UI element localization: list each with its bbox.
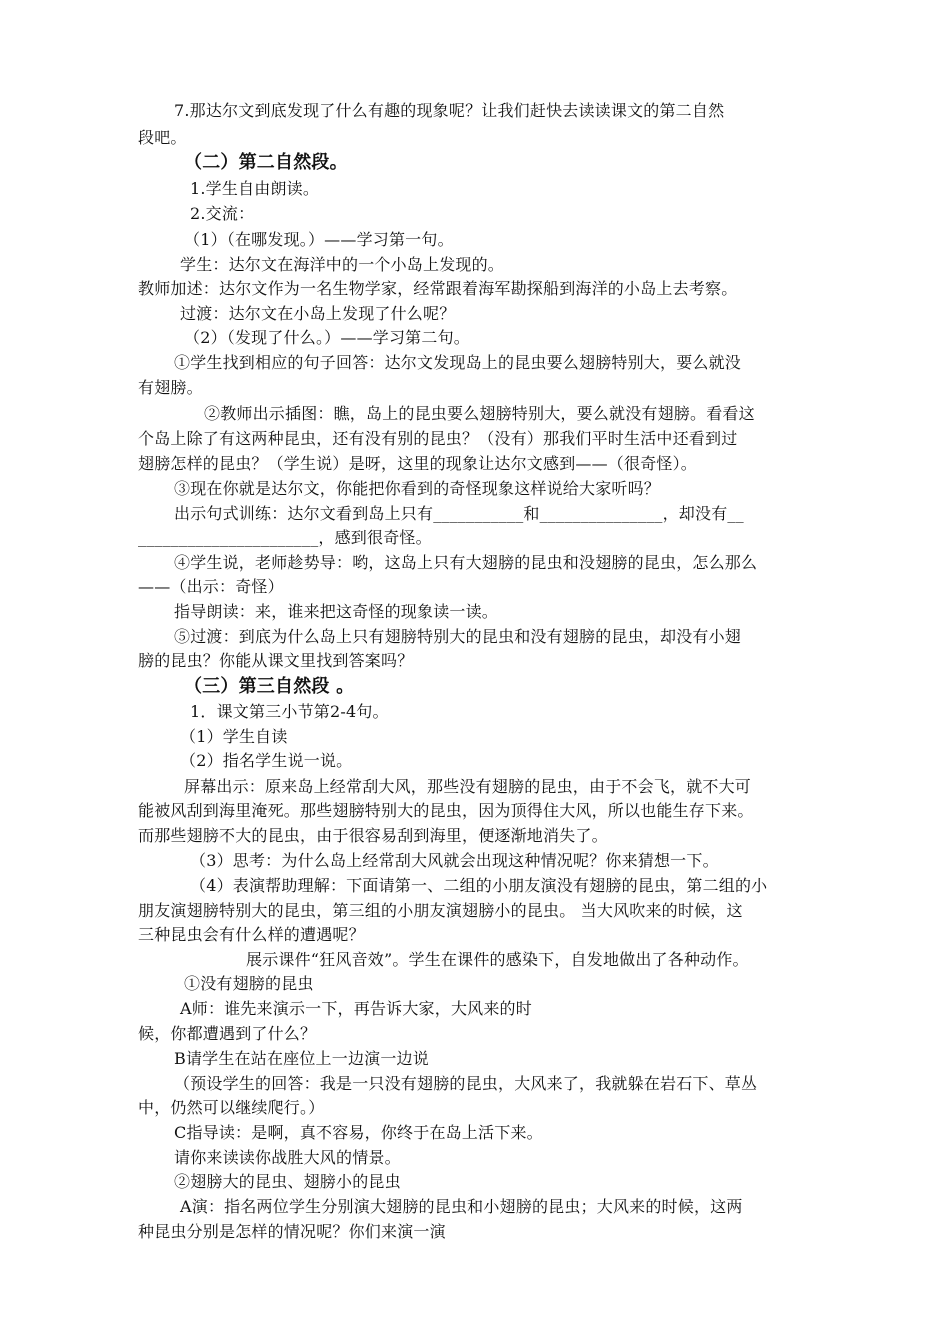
text-line: 屏幕出示：原来岛上经常刮大风，那些没有翅膀的昆虫，由于不会飞，就不大可 bbox=[184, 777, 752, 796]
text-line: 能被风刮到海里淹死。那些翅膀特别大的昆虫，因为顶得住大风，所以也能生存下来。 bbox=[138, 801, 754, 820]
text-line: 中，仍然可以继续爬行。） bbox=[138, 1098, 325, 1117]
text-line: （3）思考：为什么岛上经常刮大风就会出现这种情况呢？你来猜想一下。 bbox=[190, 851, 719, 870]
text-line: 个岛上除了有这两种昆虫，还有没有别的昆虫？（没有）那我们平时生活中还看到过 bbox=[138, 429, 738, 448]
text-line: ③现在你就是达尔文，你能把你看到的奇怪现象这样说给大家听吗？ bbox=[174, 479, 661, 498]
text-line: ——（出示：奇怪） bbox=[138, 577, 284, 596]
text-line: 请你来读读你战胜大风的情景。 bbox=[174, 1148, 401, 1167]
text-line: C指导读：是啊，真不容易，你终于在岛上活下来。 bbox=[174, 1123, 543, 1142]
text-line: ②翅膀大的昆虫、翅膀小的昆虫 bbox=[174, 1172, 401, 1191]
text-line: 膀的昆虫？你能从课文里找到答案吗？ bbox=[138, 651, 414, 670]
text-line: （预设学生的回答：我是一只没有翅膀的昆虫，大风来了，我就躲在岩石下、草丛 bbox=[174, 1074, 758, 1093]
text-line: 指导朗读：来，谁来把这奇怪的现象读一读。 bbox=[174, 602, 499, 621]
text-line: 有翅膀。 bbox=[138, 378, 203, 397]
text-line: 候，你都遭遇到了什么？ bbox=[138, 1024, 317, 1043]
text-line: （1）（在哪发现。）——学习第一句。 bbox=[184, 230, 454, 249]
text-line: 种昆虫分别是怎样的情况呢？你们来演一演 bbox=[138, 1222, 446, 1241]
text-line: 1．课文第三小节第2-4句。 bbox=[190, 702, 389, 721]
text-line: 出示句式训练：达尔文看到岛上只有___________和_______________，却没有__ bbox=[174, 504, 744, 523]
text-line: （2）（发现了什么。）——学习第二句。 bbox=[184, 328, 470, 347]
text-line: ⑤过渡：到底为什么岛上只有翅膀特别大的昆虫和没有翅膀的昆虫，却没有小翅 bbox=[174, 627, 742, 646]
text-line: 2.交流： bbox=[190, 204, 255, 223]
text-line: B请学生在站在座位上一边演一边说 bbox=[174, 1049, 429, 1068]
text-line: ②教师出示插图：瞧，岛上的昆虫要么翅膀特别大，要么就没有翅膀。看看这 bbox=[204, 404, 755, 423]
text-line: （2）指名学生说一说。 bbox=[180, 751, 353, 770]
text-line: ______________________，感到很奇怪。 bbox=[138, 528, 432, 547]
text-line: （4）表演帮助理解：下面请第一、二组的小朋友演没有翅膀的昆虫，第二组的小 bbox=[190, 876, 768, 895]
text-line: ①学生找到相应的句子回答：达尔文发现岛上的昆虫要么翅膀特别大，要么就没 bbox=[174, 353, 742, 372]
text-line: 朋友演翅膀特别大的昆虫，第三组的小朋友演翅膀小的昆虫。 当大风吹来的时候，这 bbox=[138, 901, 743, 920]
text-line: ④学生说，老师趁势导：哟，这岛上只有大翅膀的昆虫和没翅膀的昆虫，怎么那么 bbox=[174, 553, 758, 572]
text-line: A师：谁先来演示一下，再告诉大家，大风来的时 bbox=[180, 999, 532, 1018]
text-line: 三种昆虫会有什么样的遭遇呢？ bbox=[138, 925, 365, 944]
text-line: （1）学生自读 bbox=[180, 727, 288, 746]
text-line: 翅膀怎样的昆虫？（学生说）是呀，这里的现象让达尔文感到——（很奇怪）。 bbox=[138, 454, 698, 473]
text-line: 7.那达尔文到底发现了什么有趣的现象呢？让我们赶快去读读课文的第二自然 bbox=[174, 101, 725, 120]
text-line: 过渡：达尔文在小岛上发现了什么呢？ bbox=[180, 304, 456, 323]
text-line: 教师加述：达尔文作为一名生物学家，经常跟着海军勘探船到海洋的小岛上去考察。 bbox=[138, 279, 738, 298]
text-line: 而那些翅膀不大的昆虫，由于很容易刮到海里，便逐渐地消失了。 bbox=[138, 826, 608, 845]
text-line: 1.学生自由朗读。 bbox=[190, 179, 320, 198]
text-line: 段吧。 bbox=[138, 128, 187, 147]
text-line: 展示课件“狂风音效”。学生在课件的感染下，自发地做出了各种动作。 bbox=[246, 950, 749, 969]
text-line: ①没有翅膀的昆虫 bbox=[184, 974, 314, 993]
section-heading: （二）第二自然段。 bbox=[184, 152, 348, 173]
section-heading: （三）第三自然段 。 bbox=[184, 676, 355, 697]
text-line: 学生：达尔文在海洋中的一个小岛上发现的。 bbox=[180, 255, 505, 274]
text-line: A演：指名两位学生分别演大翅膀的昆虫和小翅膀的昆虫；大风来的时候，这两 bbox=[180, 1197, 743, 1216]
